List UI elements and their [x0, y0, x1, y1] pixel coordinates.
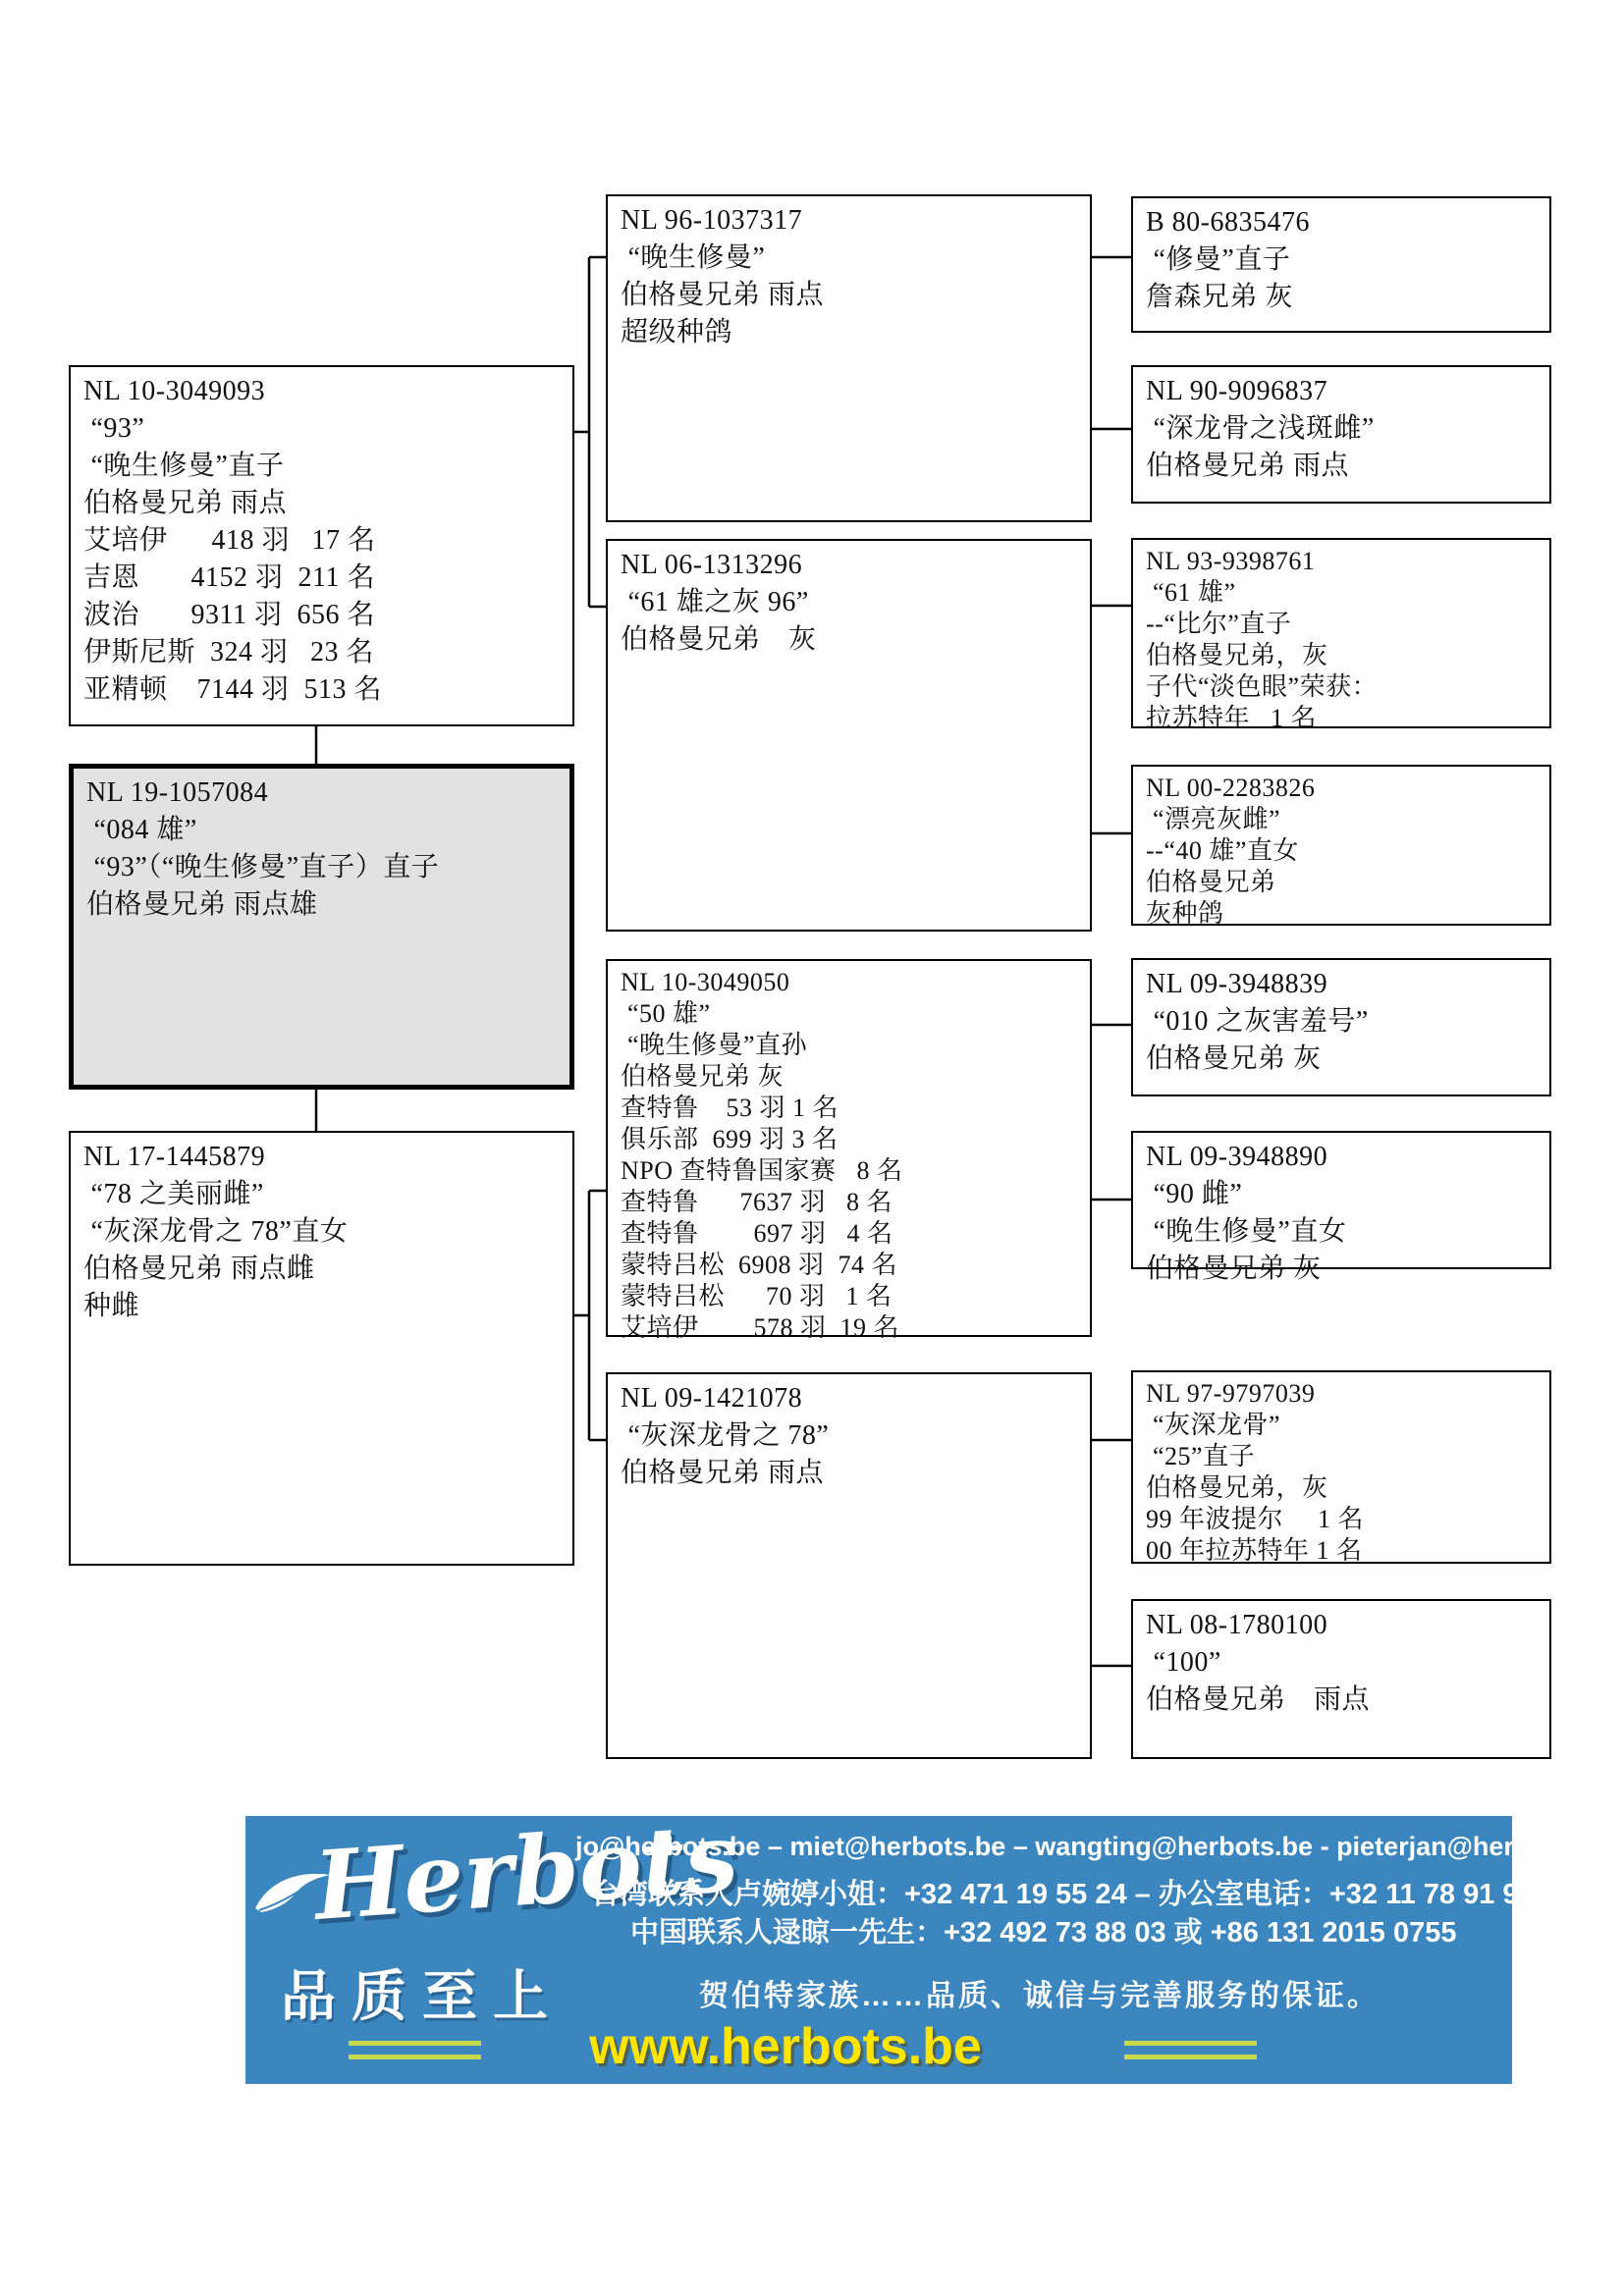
box-text-line: 99 年波提尔 1 名 — [1146, 1505, 1365, 1533]
box-text-line: NL 96-1037317 — [621, 205, 803, 236]
box-text-line: “93” — [83, 413, 145, 444]
box-text-line: 拉苏特年 1 名 — [1146, 704, 1318, 732]
pedigree-box-sires-sires-sire — [1131, 196, 1551, 333]
pedigree-box-sires-dam — [606, 539, 1092, 932]
box-text-line: NPO 查特鲁国家赛 8 名 — [621, 1156, 903, 1185]
box-text-line: 亚精顿 7144 羽 513 名 — [83, 674, 383, 705]
box-text-line: 伯格曼兄弟 雨点 — [1146, 1684, 1371, 1715]
box-text-line: “61 雄” — [1146, 578, 1236, 607]
box-text-line: 蒙特吕松 6908 羽 74 名 — [621, 1251, 898, 1279]
box-text-line: “晚生修曼”直女 — [1146, 1216, 1347, 1247]
box-text-line: “漂亮灰雌” — [1146, 805, 1281, 833]
box-text-line: --“比尔”直子 — [1146, 610, 1292, 638]
box-text-line: B 80-6835476 — [1146, 207, 1310, 238]
herbots-logo — [253, 1801, 742, 1946]
pedigree-box-sires-dams-dam — [1131, 765, 1551, 926]
website-url[interactable]: www.herbots.be — [589, 2018, 982, 2075]
box-text-line: “深龙骨之浅斑雌” — [1146, 413, 1375, 444]
banner-email-line[interactable]: jo@herbots.be – miet@herbots.be – wangting@herbots.be - pieterjan@herbots.be — [575, 1832, 1608, 1861]
box-text-line: 蒙特吕松 70 羽 1 名 — [621, 1282, 893, 1310]
banner-contact-taiwan: 台湾联系人卢婉婷小姐：+32 471 19 55 24 – 办公室电话：+32 11 78 91 90 — [591, 1879, 1535, 1910]
herbots-banner — [245, 1801, 1608, 2084]
box-text-line: NL 06-1313296 — [621, 550, 803, 580]
box-text-line: 伯格曼兄弟 灰 — [621, 1062, 785, 1091]
box-text-line: “晚生修曼”直孙 — [621, 1031, 808, 1059]
pedigree-box-dam — [69, 1131, 574, 1566]
box-text-line: “灰深龙骨” — [1146, 1411, 1281, 1439]
decorative-dashes-right — [1124, 2041, 1257, 2059]
box-text-line: NL 00-2283826 — [1146, 774, 1316, 802]
box-text-line: 俱乐部 699 羽 3 名 — [621, 1125, 839, 1153]
box-text-line: 查特鲁 697 羽 4 名 — [621, 1219, 893, 1248]
box-text-line: “灰深龙骨之 78”直女 — [83, 1216, 349, 1247]
box-text-line: 灰种鸽 — [1146, 899, 1224, 928]
box-text-line: NL 90-9096837 — [1146, 376, 1328, 406]
box-text-line: --“40 雄”直女 — [1146, 836, 1299, 865]
pedigree-box-sires-sires-dam — [1131, 365, 1551, 504]
box-text-line: NL 97-9797039 — [1146, 1379, 1316, 1408]
pedigree-box-sires-dams-sire — [1131, 538, 1551, 732]
box-text-line: 子代“淡色眼”荣获： — [1146, 672, 1379, 701]
box-text-line: 詹森兄弟 灰 — [1146, 282, 1294, 312]
box-text-line: “90 雌” — [1146, 1179, 1243, 1209]
box-text-line: “61 雄之灰 96” — [621, 587, 809, 617]
box-text-line: 伯格曼兄弟 雨点 — [621, 280, 825, 310]
box-text-line: 超级种鸽 — [621, 317, 733, 347]
box-text-line: 伯格曼兄弟，灰 — [1146, 641, 1328, 669]
banner-contact-china: 中国联系人逯晾一先生：+32 492 73 88 03 或 +86 131 2015 0755 — [630, 1917, 1457, 1949]
box-text-line: 伯格曼兄弟 雨点 — [1146, 451, 1350, 481]
box-text-line: 伯格曼兄弟 灰 — [621, 624, 817, 655]
box-text-line: 伯格曼兄弟 — [1146, 868, 1276, 896]
pedigree-box-dams-sires-dam — [1131, 1131, 1551, 1284]
box-text-line: “78 之美丽雌” — [83, 1179, 264, 1209]
box-text-line: NL 09-3948890 — [1146, 1142, 1328, 1172]
box-text-line: “25”直子 — [1146, 1442, 1256, 1470]
box-text-line: 伯格曼兄弟 灰 — [1146, 1254, 1322, 1284]
box-text-line: NL 93-9398761 — [1146, 547, 1316, 575]
box-text-line: NL 10-3049050 — [621, 968, 790, 996]
box-text-line: 查特鲁 53 羽 1 名 — [621, 1094, 839, 1122]
box-text-line: NL 17-1445879 — [83, 1142, 266, 1172]
box-text-line: “晚生修曼” — [621, 242, 766, 273]
box-text-line: “灰深龙骨之 78” — [621, 1420, 830, 1451]
box-text-line: “93”（“晚生修曼”直子）直子 — [86, 852, 440, 882]
box-text-line: NL 19-1057084 — [86, 777, 269, 808]
box-text-line: “010 之灰害羞号” — [1146, 1006, 1369, 1037]
box-text-line: 伯格曼兄弟 雨点 — [621, 1458, 825, 1488]
box-text-line: 查特鲁 7637 羽 8 名 — [621, 1188, 893, 1216]
banner-url-row — [245, 2017, 1512, 2076]
pedigree-box-subject — [69, 764, 574, 1090]
box-text-line: 伯格曼兄弟 雨点雄 — [86, 889, 318, 920]
box-text-line: 伯格曼兄弟 雨点 — [83, 488, 288, 518]
box-text-line: 艾培伊 418 羽 17 名 — [83, 525, 376, 556]
box-text-line: “50 雄” — [621, 999, 711, 1028]
pedigree-box-sires-sire — [606, 194, 1092, 522]
pedigree-box-dams-dam — [606, 1372, 1092, 1759]
pedigree-box-sire — [69, 365, 574, 726]
box-text-line: 伊斯尼斯 324 羽 23 名 — [83, 637, 375, 667]
box-text-line: NL 10-3049093 — [83, 376, 266, 406]
box-text-line: “修曼”直子 — [1146, 244, 1291, 275]
box-text-line: 伯格曼兄弟 灰 — [1146, 1043, 1322, 1074]
box-text-line: “084 雄” — [86, 815, 197, 845]
box-text-line: NL 09-1421078 — [621, 1383, 803, 1414]
box-text-line: 艾培伊 578 羽 19 名 — [621, 1313, 900, 1342]
box-text-line: NL 08-1780100 — [1146, 1610, 1328, 1640]
box-text-line: 00 年拉苏特年 1 名 — [1146, 1536, 1363, 1565]
box-text-line: 波治 9311 羽 656 名 — [83, 600, 375, 630]
box-text-line: 吉恩 4152 羽 211 名 — [83, 562, 375, 593]
pedigree-box-dams-sires-sire — [1131, 958, 1551, 1096]
pedigree-box-dams-sire — [606, 959, 1092, 1342]
box-text-line: “晚生修曼”直子 — [83, 451, 285, 481]
pedigree-box-dams-dams-sire — [1131, 1370, 1551, 1564]
box-text-line: 种雌 — [83, 1291, 140, 1321]
box-text-line: 伯格曼兄弟 雨点雌 — [83, 1254, 315, 1284]
decorative-dashes-left — [349, 2041, 481, 2059]
box-text-line: “100” — [1146, 1647, 1221, 1678]
banner-slogan: 贺伯特家族……品质、诚信与完善服务的保证。 — [699, 1980, 1380, 2012]
box-text-line: 伯格曼兄弟，灰 — [1146, 1473, 1328, 1502]
pedigree-box-dams-dams-dam — [1131, 1599, 1551, 1759]
herbots-logo-text: Herbots — [310, 1801, 742, 1942]
banner-tagline: 品质至上 — [281, 1965, 564, 2027]
box-text-line: NL 09-3948839 — [1146, 969, 1328, 999]
